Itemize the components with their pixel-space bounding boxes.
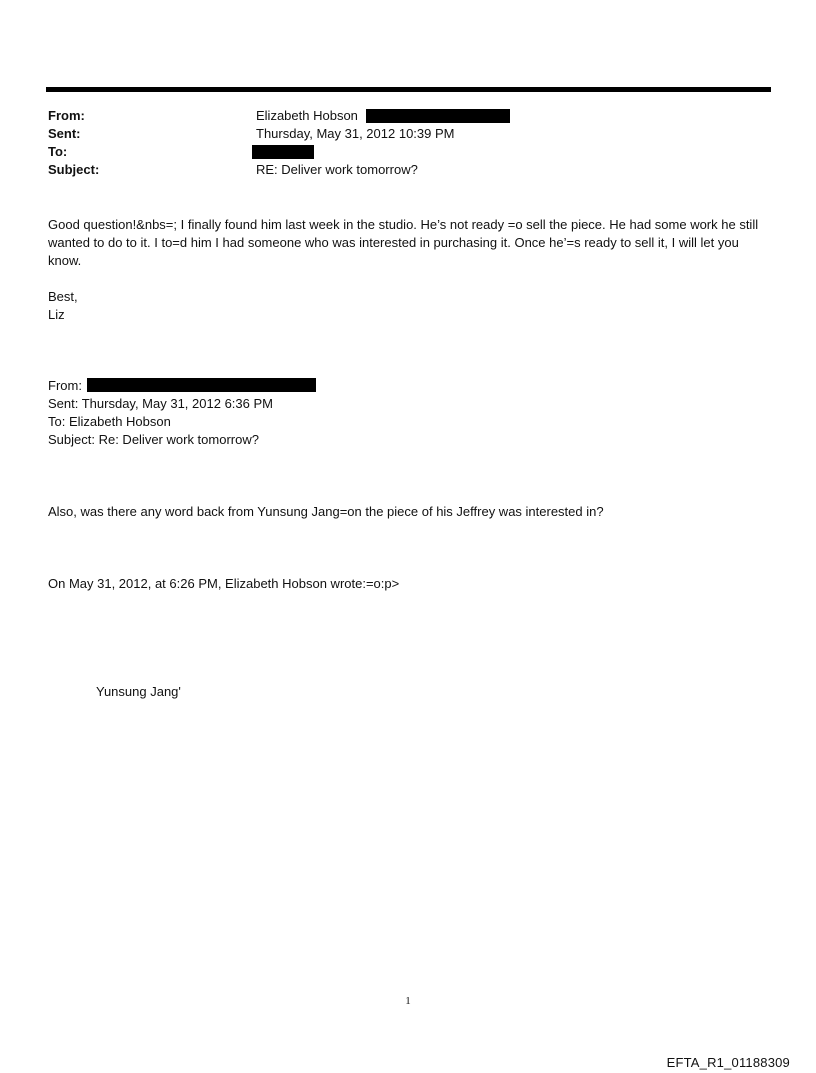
reply-signature: Liz: [48, 307, 65, 322]
to-label: To:: [48, 144, 68, 159]
reply-paragraph: Good question!&nbs=; I finally found him last week in the studio. He’s not ready =o sell the piece. He had some work he still wanted to do to it. I to=d him I had someone who was interested in purchasing it. Once he’=s ready to sell it, I will let you know.: [48, 217, 759, 268]
subject-label: Subject:: [48, 162, 100, 177]
quoted-indented-name: Yunsung Jang': [96, 684, 181, 699]
reply-closing: Best,: [48, 289, 78, 304]
document-id: EFTA_R1_01188309: [666, 1055, 790, 1070]
quoted-wrote-line: On May 31, 2012, at 6:26 PM, Elizabeth Hobson wrote:=o:p>: [48, 576, 400, 591]
redaction-from-email: [366, 109, 510, 123]
page-number: 1: [405, 995, 411, 1007]
subject-value: RE: Deliver work tomorrow?: [256, 162, 418, 177]
quoted-from-line: From:: [48, 378, 82, 393]
sent-label: Sent:: [48, 126, 81, 141]
quoted-subject-line: Subject: Re: Deliver work tomorrow?: [48, 432, 259, 447]
from-value: Elizabeth Hobson: [256, 108, 358, 123]
sent-value: Thursday, May 31, 2012 10:39 PM: [256, 126, 455, 141]
from-label: From:: [48, 108, 85, 123]
quoted-sent-line: Sent: Thursday, May 31, 2012 6:36 PM: [48, 396, 273, 411]
quoted-message: Also, was there any word back from Yunsung Jang=on the piece of his Jeffrey was interested in?: [48, 504, 604, 519]
header-divider: [46, 87, 771, 92]
redaction-quoted-sender: [87, 378, 316, 392]
redaction-to-recipient: [252, 145, 314, 159]
quoted-to-line: To: Elizabeth Hobson: [48, 414, 171, 429]
